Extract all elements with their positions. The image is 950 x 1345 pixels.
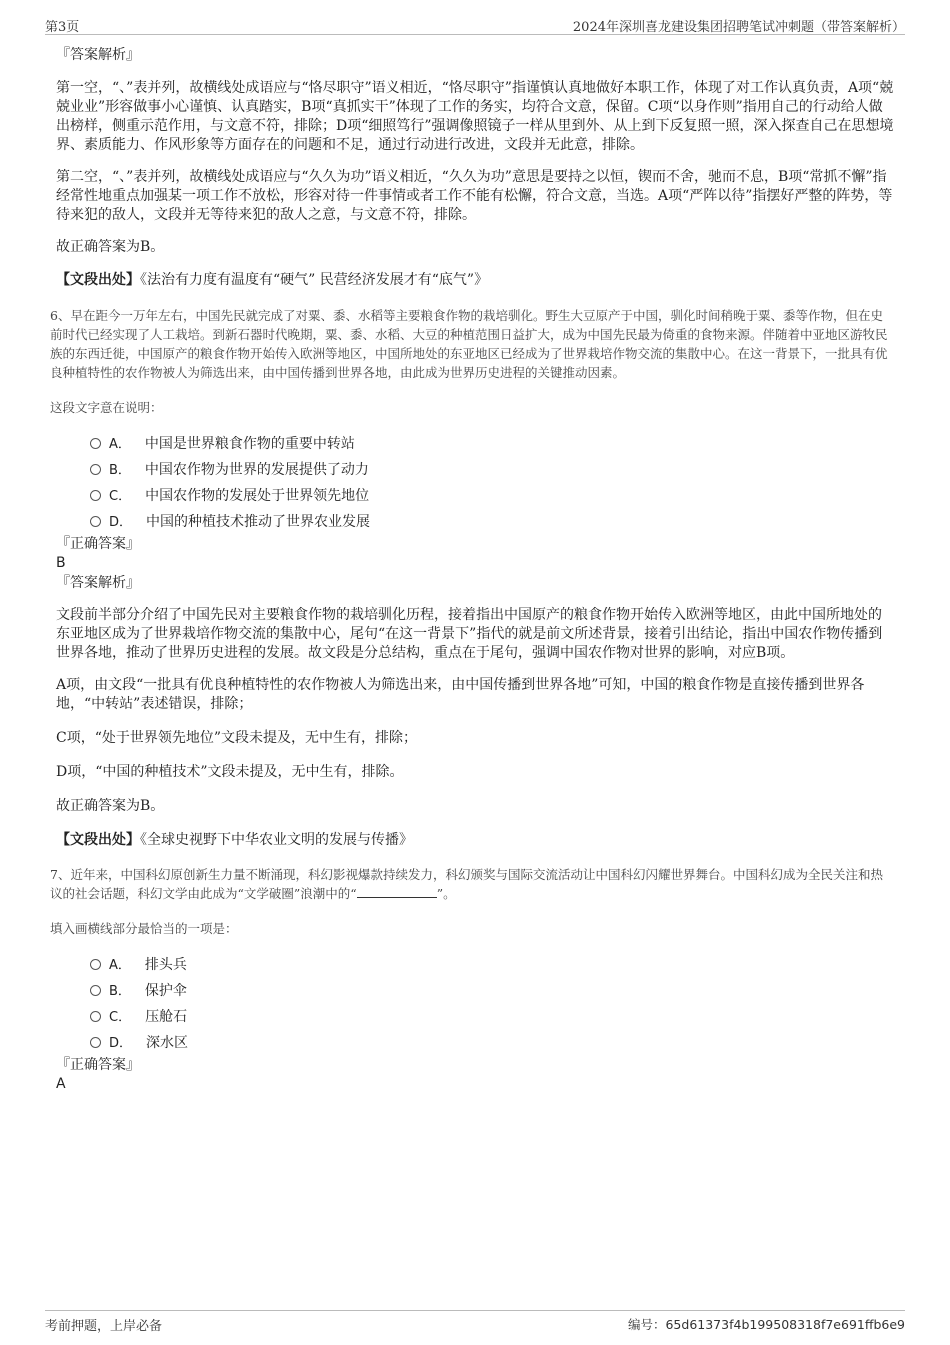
q6-answer <box>56 535 894 850</box>
question-6 <box>50 306 894 535</box>
radio-icon[interactable] <box>90 1037 101 1048</box>
footer-slogan: 考前押题，上岸必备 <box>45 1319 163 1334</box>
analysis-label: 『答案解析』 <box>56 47 140 63</box>
question-prompt: 填入画横线部分最恰当的一项是： <box>50 921 238 936</box>
options-list <box>90 431 894 535</box>
radio-icon[interactable] <box>90 516 101 527</box>
question-stem: 6、早在距今一万年左右，中国先民就完成了对粟、黍、水稻等主要粮食作物的栽培驯化。野生大豆原产于中国，驯化时间稍晚于粟、黍等作物，但在史前时代已经实现了人工栽培。到新石器时代晚期，粟、黍、水稻、大豆的种植范围日益扩大，成为中国先民最为倚重的食物来源。伴随着中亚地区游牧民族的东西迁徙，中国原产的粮食作物开始传入欧洲等地区，中国所地处的东亚地区已经成为了世界栽培作物交流的集散中心。在这一背景下，一批具有优良种植特性的农作物被人为筛选出来，由中国传播到世界各地，由此成为世界历史进程的关键推动因素。 <box>50 308 888 380</box>
radio-icon[interactable] <box>90 959 101 970</box>
option-c[interactable]: C． 压舱石 <box>90 1004 894 1030</box>
analysis-paragraph: 文段前半部分介绍了中国先民对主要粮食作物的栽培驯化历程，接着指出中国原产的粮食作物开始传入欧洲等地区，由此中国所地处的东亚地区成为了世界栽培作物交流的集散中心，尾句“在这一背景下”指代的就是前文所述背景，接着引出结论，指出中国农作物传播到世界各地，推动了世界历史进程的发展。故文段是分总结构，重点在于尾句，强调中国农作物对世界的影响，对应B项。 <box>56 607 883 661</box>
conclusion: 故正确答案为B。 <box>56 798 165 814</box>
question-7 <box>50 865 894 1056</box>
option-d[interactable]: D． 深水区 <box>90 1030 894 1056</box>
analysis-paragraph: A项，由文段“一批具有优良种植特性的农作物被人为筛选出来，由中国传播到世界各地”可知，中国的粮食作物是直接传播到世界各地，“中转站”表述错误，排除； <box>56 677 865 712</box>
analysis-label: 『答案解析』 <box>56 575 140 591</box>
radio-icon[interactable] <box>90 1011 101 1022</box>
conclusion: 故正确答案为B。 <box>56 239 165 255</box>
page-number: 第3页 <box>45 20 80 35</box>
analysis-paragraph: 第一空，“、”表并列，故横线处成语应与“恪尽职守”语义相近，“恪尽职守”指谨慎认真地做好本职工作，体现了对工作认真负责，A项“兢兢业业”形容做事小心谨慎、认真踏实，B项“真抓实干”体现了工作的务实，均符合文意，保留。C项“以身作则”指用自己的行动给人做出榜样，侧重示范作用，与文意不符，排除；D项“细照笃行”强调像照镜子一样从里到外、从上到下反复照一照，深入探查自己在思想境界、素质能力、作风形象等方面存在的问题和不足，通过行动进行改进，文段并无此意，排除。 <box>56 80 894 153</box>
source-title: 《法治有力度有温度有“硬气” 民营经济发展才有“底气”》 <box>140 272 489 288</box>
option-text: 中国是世界粮食作物的重要中转站 <box>144 436 355 452</box>
source-label: 【文段出处】 <box>56 272 140 288</box>
option-a[interactable]: A． 排头兵 <box>90 952 894 978</box>
option-text: 排头兵 <box>144 957 187 973</box>
document-code: 编号：65d61373f4b199508318f7e691ffb6e9 <box>627 1317 905 1332</box>
page-footer <box>45 1310 905 1335</box>
analysis-paragraph: D项，“中国的种植技术”文段未提及，无中生有，排除。 <box>56 764 404 780</box>
q5-analysis <box>56 46 894 290</box>
source-line <box>56 831 894 850</box>
question-prompt: 这段文字意在说明： <box>50 400 163 415</box>
page-content <box>50 46 894 1094</box>
option-b[interactable]: B． 保护伞 <box>90 978 894 1004</box>
answer-value: A <box>56 1076 66 1092</box>
options-list <box>90 952 894 1056</box>
document-title: 2024年深圳喜龙建设集团招聘笔试冲刺题（带答案解析） <box>572 20 905 35</box>
analysis-paragraph: 第二空，“、”表并列，故横线处成语应与“久久为功”语义相近，“久久为功”意思是要持之以恒，锲而不舍，驰而不息，B项“常抓不懈”指经常性地重点加强某一项工作不放松，形容对待一件事情或者工作不能有松懈，符合文意，当选。A项“严阵以待”指摆好严整的阵势，等待来犯的敌人，文段并无等待来犯的敌人之意，与文意不符，排除。 <box>56 169 893 223</box>
question-stem: 7、近年来，中国科幻原创新生力量不断涌现，科幻影视爆款持续发力，科幻颁奖与国际交流活动让中国科幻闪耀世界舞台。中国科幻成为全民关注和热议的社会话题，科幻文学由此成为“文学破圈”浪潮中的“ ”。 <box>50 867 883 901</box>
option-a[interactable]: A． 中国是世界粮食作物的重要中转站 <box>90 431 894 457</box>
radio-icon[interactable] <box>90 464 101 475</box>
source-label: 【文段出处】 <box>56 832 140 848</box>
fill-blank <box>357 885 437 898</box>
option-text: 深水区 <box>146 1035 189 1051</box>
option-text: 中国农作物为世界的发展提供了动力 <box>144 462 369 478</box>
option-b[interactable]: B． 中国农作物为世界的发展提供了动力 <box>90 457 894 483</box>
answer-value: B <box>56 555 66 571</box>
page-header <box>45 14 905 35</box>
option-text: 中国农作物的发展处于世界领先地位 <box>145 488 370 504</box>
option-c[interactable]: C． 中国农作物的发展处于世界领先地位 <box>90 483 894 509</box>
radio-icon[interactable] <box>90 985 101 996</box>
radio-icon[interactable] <box>90 438 101 449</box>
option-text: 中国的种植技术推动了世界农业发展 <box>146 514 371 530</box>
q7-answer <box>56 1056 894 1094</box>
analysis-paragraph: C项，“处于世界领先地位”文段未提及，无中生有，排除； <box>56 730 418 746</box>
source-line <box>56 271 894 290</box>
source-title: 《全球史视野下中华农业文明的发展与传播》 <box>140 832 413 848</box>
answer-label: 『正确答案』 <box>56 1057 140 1073</box>
option-text: 保护伞 <box>144 983 187 999</box>
option-d[interactable]: D． 中国的种植技术推动了世界农业发展 <box>90 509 894 535</box>
radio-icon[interactable] <box>90 490 101 501</box>
answer-label: 『正确答案』 <box>56 536 140 552</box>
option-text: 压舱石 <box>145 1009 188 1025</box>
